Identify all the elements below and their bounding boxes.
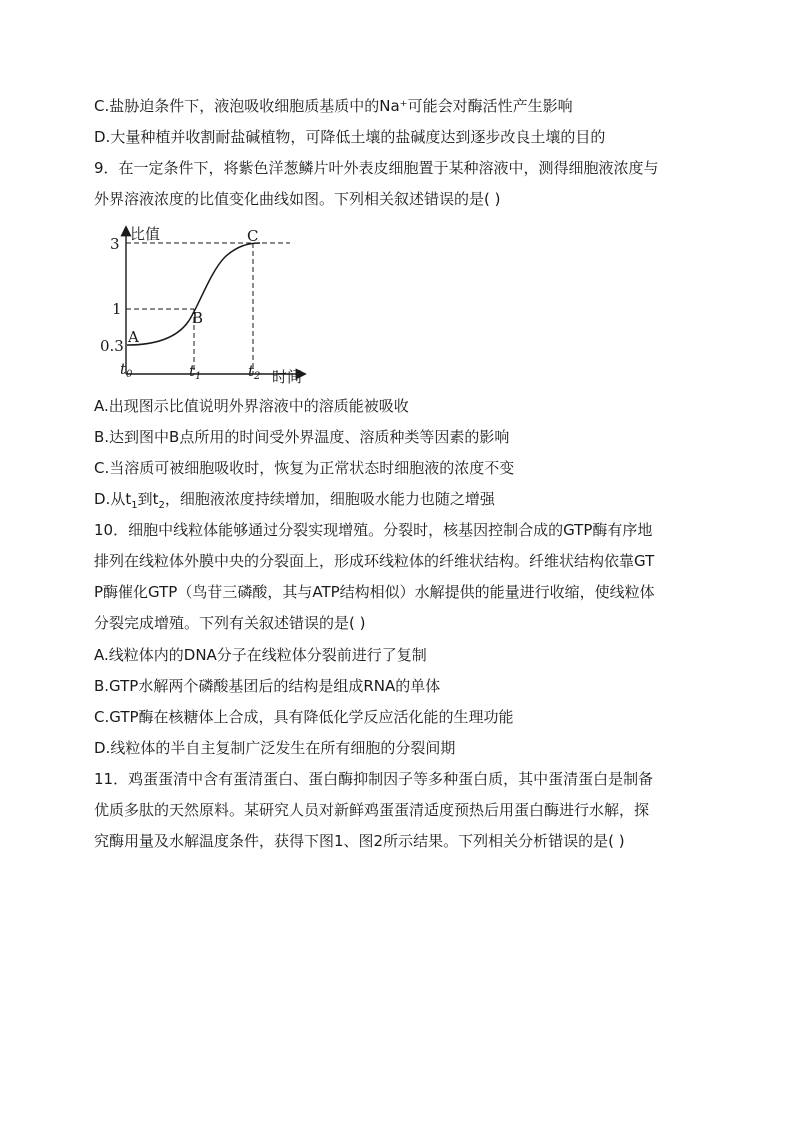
chart-svg [100, 222, 315, 390]
option-8d: D.大量种植并收割耐盐碱植物，可降低土壤的盐碱度达到逐步改良土壤的目的 [94, 128, 606, 146]
option-9c-prev: C.盐胁迫条件下，液泡吸收细胞质基质中的Na⁺可能会对酶活性产生影响 [94, 97, 573, 115]
x-axis-label: 时间 [272, 368, 303, 386]
y-tick-3: 3 [110, 235, 120, 253]
x-tick-t1: $t_1$ [189, 362, 202, 382]
question-11-stem-3: 究酶用量及水解温度条件，获得下图1、图2所示结果。下列相关分析错误的是( ) [94, 832, 625, 850]
y-tick-1: 1 [112, 300, 122, 318]
question-10-stem-1: 10．细胞中线粒体能够通过分裂实现增殖。分裂时，核基因控制合成的GTP酶有序地 [94, 521, 653, 539]
question-10-option-a: A.线粒体内的DNA分子在线粒体分裂前进行了复制 [94, 646, 427, 664]
point-label-a: A [128, 328, 139, 346]
x-tick-t0: $t_0$ [120, 360, 133, 380]
point-label-b: B [192, 309, 204, 327]
q9d-sub2: 2 [158, 500, 165, 511]
x-tick-t2: $t_2$ [248, 362, 261, 382]
point-label-c: C [247, 227, 259, 245]
question-10-option-b: B.GTP水解两个磷酸基团后的结构是组成RNA的单体 [94, 677, 441, 695]
question-9-option-a: A.出现图示比值说明外界溶液中的溶质能被吸收 [94, 397, 409, 415]
q9d-sub1: 1 [131, 500, 138, 511]
question-9-option-d [94, 489, 495, 516]
question-10-option-d: D.线粒体的半自主复制广泛发生在所有细胞的分裂间期 [94, 739, 456, 757]
q9d-pre: D.从t [94, 490, 132, 508]
question-11-stem-1: 11．鸡蛋蛋清中含有蛋清蛋白、蛋白酶抑制因子等多种蛋白质，其中蛋清蛋白是制备 [94, 770, 654, 788]
question-10-stem-4: 分裂完成增殖。下列有关叙述错误的是( ) [94, 614, 366, 632]
question-10-stem-2: 排列在线粒体外膜中央的分裂面上，形成环线粒体的纤维状结构。纤维状结构依靠GT [94, 552, 655, 570]
y-tick-0.3: 0.3 [100, 337, 124, 355]
question-9-stem-2: 外界溶液浓度的比值变化曲线如图。下列相关叙述错误的是( ) [94, 190, 501, 208]
question-9-option-b: B.达到图中B点所用的时间受外界温度、溶质种类等因素的影响 [94, 428, 510, 446]
q9d-mid: 到t [137, 490, 159, 508]
question-11-stem-2: 优质多肽的天然原料。某研究人员对新鲜鸡蛋蛋清适度预热后用蛋白酶进行水解，探 [94, 801, 650, 819]
y-axis-label: 比值 [130, 225, 161, 243]
q9d-post: ，细胞液浓度持续增加，细胞吸水能力也随之增强 [164, 490, 495, 508]
question-9-option-c: C.当溶质可被细胞吸收时，恢复为正常状态时细胞液的浓度不变 [94, 459, 515, 477]
question-10-stem-3: P酶催化GTP（鸟苷三磷酸，其与ATP结构相似）水解提供的能量进行收缩，使线粒体 [94, 583, 655, 601]
ratio-time-chart [100, 222, 315, 390]
question-10-option-c: C.GTP酶在核糖体上合成，具有降低化学反应活化能的生理功能 [94, 708, 514, 726]
question-9-stem-1: 9．在一定条件下，将紫色洋葱鳞片叶外表皮细胞置于某种溶液中，测得细胞液浓度与 [94, 159, 659, 177]
